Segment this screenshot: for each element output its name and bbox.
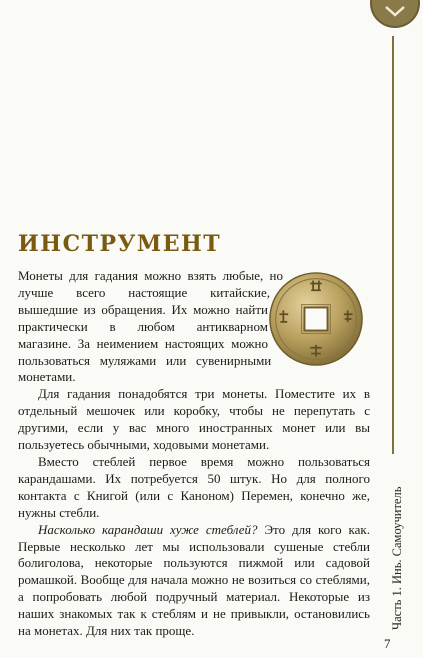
paragraph: Вместо стеблей первое время можно пользоваться карандашами. Их потребуется 50 штук. Но для полного контакта с Книгой (или с Каноном) Перемен, конечно же, нужны стебли. (18, 453, 370, 520)
corner-check-badge (370, 0, 420, 28)
paragraph-lead-question: Насколько карандаши хуже стеблей? (38, 521, 258, 537)
chapter-rule (392, 36, 394, 454)
page-number: 7 (384, 636, 391, 651)
paragraph: Для гадания понадобятся три монеты. Поместите их в отдельный мешочек или коробку, чтобы не перепутать с другими, если у вас много иностранных монет или вы пользуетесь обычными, ходовыми монетами. (18, 386, 370, 453)
paragraph: Монеты для гадания можно взять любые, но лучше всего настоящие китайские, вышедшие из обращения. Их можно найти практически в любом антикварном магазине. За неимением настоящих можно пользоваться муляжами или сувенирными монетами. (18, 268, 370, 386)
section-heading: ИНСТРУМЕНТ (18, 231, 222, 257)
article-body (18, 268, 370, 640)
chapter-side-label: Часть 1. Инь. Самоучитель (390, 486, 404, 630)
check-icon (384, 4, 406, 18)
paragraph: Насколько карандаши хуже стеблей? Это для кого как. Первые несколько лет мы использовали сушеные стебли болиголова, некоторые пользуются пижмой или садовой ромашкой. Вообще для начала можно не возиться со стеблями, а попробовать любой подручный материал. Некоторые из наших знакомых так к стеблям и не привыкли, остановились на монетах. Для них так проще. (18, 521, 370, 639)
coin-wrap-space (268, 268, 370, 384)
